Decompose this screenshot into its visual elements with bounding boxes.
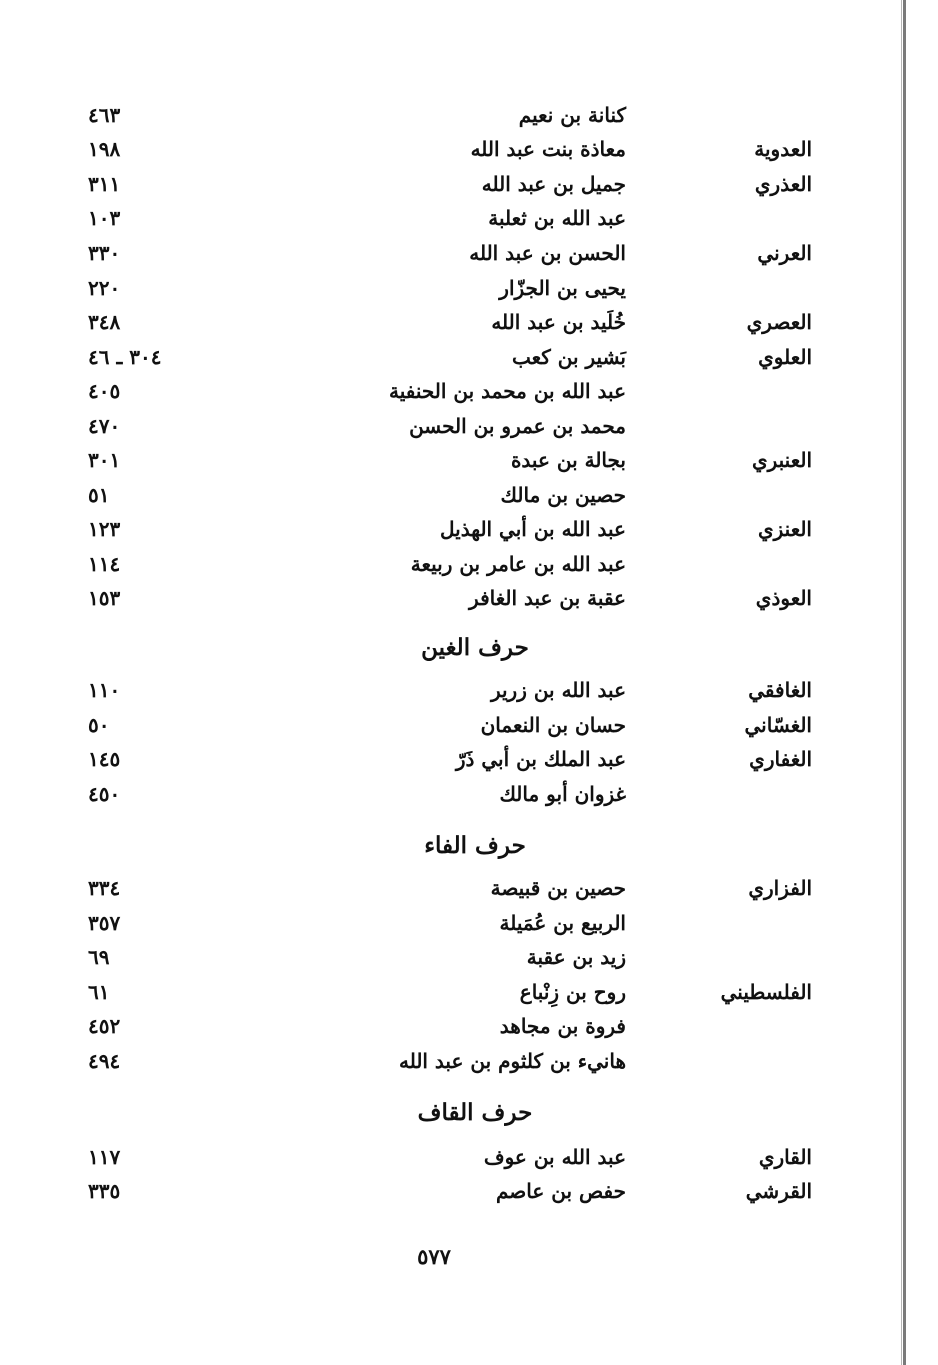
index-entry: [0, 1179, 938, 1213]
narrator-name: حصين بن قبيصة: [490, 876, 626, 900]
narrator-name: الحسن بن عبد الله: [469, 241, 626, 265]
section-heading: حرف الفاء: [424, 832, 526, 859]
index-entry: [0, 782, 938, 816]
page-number: ٥٧٧: [417, 1244, 451, 1269]
nisba: القاري: [758, 1145, 812, 1169]
index-entry: [0, 552, 938, 586]
page-refs: ٣١١: [88, 172, 121, 196]
narrator-name: عبد الله بن أبي الهذيل: [440, 517, 626, 541]
index-entry: [0, 945, 938, 979]
index-entry: [0, 517, 938, 551]
nisba: القرشي: [745, 1179, 812, 1203]
nisba: العنزي: [757, 517, 812, 541]
page-refs: ١١٧: [88, 1145, 121, 1169]
nisba: العوذي: [755, 586, 812, 610]
narrator-name: معاذة بنت عبد الله: [470, 137, 626, 161]
page-refs: ١٢٣: [88, 517, 121, 541]
page-refs: ٣٠٤ ـ ٤٦: [88, 345, 162, 369]
section-heading: حرف القاف: [417, 1099, 533, 1126]
nisba: العنبري: [751, 448, 812, 472]
index-entry: [0, 980, 938, 1014]
index-entry: [0, 1014, 938, 1048]
index-entry: [0, 1049, 938, 1083]
narrator-name: فروة بن مجاهد: [499, 1014, 626, 1038]
index-entry: [0, 586, 938, 620]
index-entry: [0, 276, 938, 310]
narrator-name: عبد الملك بن أبي ذَرّ: [455, 747, 626, 771]
page-refs: ٣٥٧: [88, 911, 121, 935]
page-refs: ٣٤٨: [88, 310, 121, 334]
narrator-name: غزوان أبو مالك: [499, 782, 626, 806]
index-entry: [0, 172, 938, 206]
page-refs: ١٠٣: [88, 206, 121, 230]
narrator-name: بجالة بن عبدة: [510, 448, 626, 472]
nisba: العصري: [746, 310, 812, 334]
narrator-name: هانيء بن كلثوم بن عبد الله: [398, 1049, 626, 1073]
narrator-name: عبد الله بن محمد بن الحنفية: [388, 379, 626, 403]
nisba: الغسّاني: [744, 713, 812, 737]
narrator-name: كنانة بن نعيم: [518, 103, 626, 127]
page-refs: ٤٩٤: [88, 1049, 121, 1073]
index-entry: [0, 1145, 938, 1179]
page-refs: ١٤٥: [88, 747, 121, 771]
page-refs: ٥٠: [88, 713, 110, 737]
index-entry: [0, 414, 938, 448]
narrator-name: روح بن زِنْباع: [519, 980, 626, 1004]
narrator-name: يحيى بن الجزّار: [499, 276, 626, 300]
page-refs: ٣٠١: [88, 448, 121, 472]
page-refs: ١٥٣: [88, 586, 121, 610]
narrator-name: محمد بن عمرو بن الحسن: [409, 414, 626, 438]
page-refs: ٣٣٥: [88, 1179, 121, 1203]
page-refs: ١١٤: [88, 552, 121, 576]
index-entry: [0, 103, 938, 137]
page-refs: ٥١: [88, 483, 110, 507]
index-entry: [0, 911, 938, 945]
page-refs: ٤٦٣: [88, 103, 121, 127]
index-entry: [0, 747, 938, 781]
page-refs: ٣٣٠: [88, 241, 121, 265]
index-entry: [0, 310, 938, 344]
index-entry: [0, 876, 938, 910]
nisba: الغفاري: [749, 747, 812, 771]
page-refs: ٤٥٠: [88, 782, 121, 806]
index-entry: [0, 678, 938, 712]
narrator-name: عبد الله بن ثعلبة: [488, 206, 626, 230]
index-entry: [0, 206, 938, 240]
nisba: الفزاري: [748, 876, 812, 900]
narrator-name: زيد بن عقبة: [526, 945, 626, 969]
narrator-name: عبد الله بن عامر بن ربيعة: [410, 552, 626, 576]
narrator-name: حسان بن النعمان: [480, 713, 626, 737]
narrator-name: عبد الله بن عوف: [483, 1145, 626, 1169]
nisba: العذري: [754, 172, 812, 196]
nisba: الغافقي: [748, 678, 812, 702]
index-entry: [0, 241, 938, 275]
narrator-name: حفص بن عاصم: [495, 1179, 626, 1203]
narrator-name: الربيع بن عُمَيلة: [499, 911, 626, 935]
index-entry: [0, 483, 938, 517]
page-refs: ٦٩: [88, 945, 110, 969]
nisba: العدوية: [754, 137, 812, 161]
page-refs: ٤٥٢: [88, 1014, 121, 1038]
page-refs: ١٩٨: [88, 137, 121, 161]
nisba: العلوي: [758, 345, 812, 369]
index-entry: [0, 345, 938, 379]
index-entry: [0, 448, 938, 482]
nisba: الفلسطيني: [720, 980, 812, 1004]
section-heading: حرف الغين: [421, 634, 529, 661]
narrator-name: عبد الله بن زرير: [490, 678, 626, 702]
narrator-name: جميل بن عبد الله: [481, 172, 626, 196]
page-refs: ٣٣٤: [88, 876, 121, 900]
page-refs: ١١٠: [88, 678, 121, 702]
index-entry: [0, 379, 938, 413]
narrator-name: حصين بن مالك: [500, 483, 626, 507]
nisba: العرني: [757, 241, 812, 265]
page-refs: ٤٠٥: [88, 379, 121, 403]
page-refs: ٦١: [88, 980, 110, 1004]
page-refs: ٢٢٠: [88, 276, 121, 300]
index-entry: [0, 713, 938, 747]
narrator-name: خُلَيد بن عبد الله: [491, 310, 626, 334]
index-entry: [0, 137, 938, 171]
narrator-name: بَشير بن كعب: [511, 345, 626, 369]
narrator-name: عقبة بن عبد الغافر: [469, 586, 626, 610]
page-refs: ٤٧٠: [88, 414, 121, 438]
